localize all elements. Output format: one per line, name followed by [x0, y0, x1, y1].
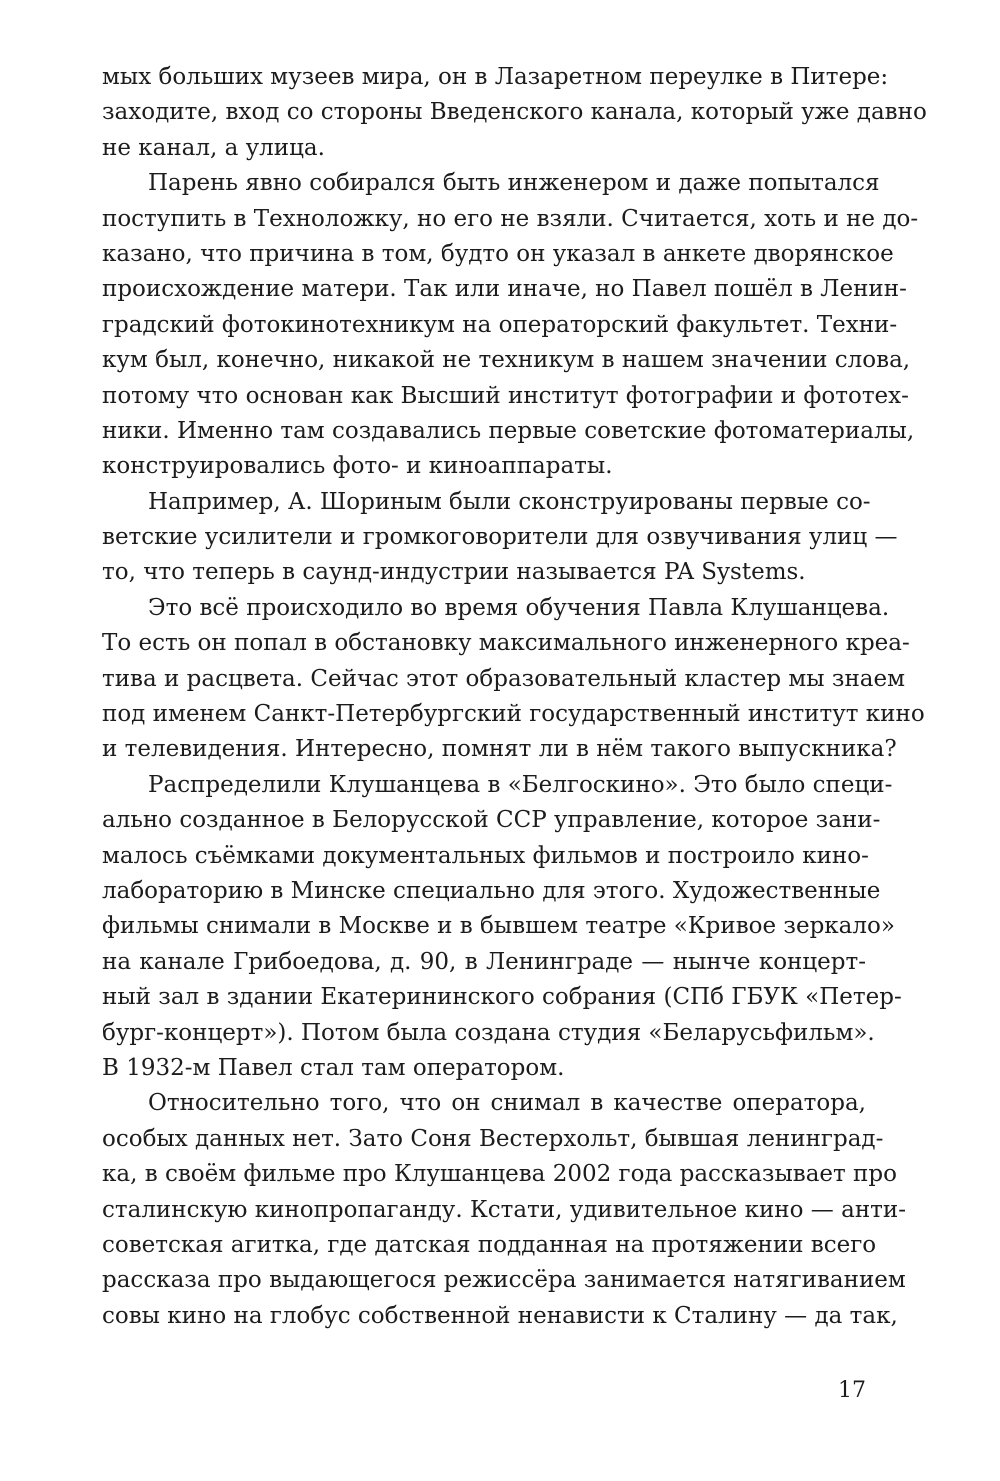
text-line: мых больших музеев мира, он в Лазаретном переулке в Питере:	[102, 64, 889, 90]
text-line: то, что теперь в саунд-индустрии называется PA Systems.	[102, 559, 806, 586]
text-line: ники. Именно там создавались первые советские фотоматериалы,	[102, 417, 915, 444]
text-line: конструировались фото- и киноаппараты.	[102, 453, 613, 480]
text-line: градский фотокинотехникум на операторский факультет. Техни-	[102, 311, 898, 338]
text-line: и телевидения. Интересно, помнят ли в нём такого выпускника?	[102, 736, 897, 763]
text-line: на канале Грибоедова, д. 90, в Ленинграде — нынче концерт-	[102, 948, 866, 975]
text-line: фильмы снимали в Москве и в бывшем театре «Кривое зеркало»	[102, 913, 895, 940]
text-line: Распределили Клушанцева в «Белгоскино». Это было специ-	[148, 771, 893, 798]
text-line: бург-концерт»). Потом была создана студия «Беларусьфильм».	[102, 1019, 875, 1046]
text-line: рассказа про выдающегося режиссёра занимается натягиванием	[102, 1267, 906, 1294]
text-line: Парень явно собирался быть инженером и даже попытался	[148, 170, 880, 197]
text-line: сталинскую кинопропаганду. Кстати, удивительное кино — анти-	[102, 1196, 906, 1223]
text-line: совы кино на глобус собственной ненависти к Сталину — да так,	[102, 1302, 898, 1329]
page-number: 17	[838, 1378, 866, 1403]
text-line: кум был, конечно, никакой не техникум в нашем значении слова,	[102, 347, 911, 374]
text-line: лабораторию в Минске специально для этого. Художественные	[102, 877, 881, 904]
text-line: Это всё происходило во время обучения Павла Клушанцева.	[148, 594, 890, 621]
text-line: ально созданное в Белорусской ССР управление, которое зани-	[102, 807, 881, 834]
text-line: происхождение матери. Так или иначе, но Павел пошёл в Ленин-	[102, 276, 907, 303]
text-line: ветские усилители и громкоговорители для озвучивания улиц —	[102, 524, 898, 551]
text-line: под именем Санкт-Петербургский государственный институт кино	[102, 701, 925, 728]
text-line: ный зал в здании Екатерининского собрания (СПб ГБУК «Петер-	[102, 984, 902, 1011]
text-line: потому что основан как Высший институт фотографии и фототех-	[102, 382, 909, 409]
text-line: не канал, а улица.	[102, 134, 325, 161]
text-line: казано, что причина в том, будто он указал в анкете дворянское	[102, 240, 894, 267]
text-line: поступить в Техноложку, но его не взяли. Считается, хоть и не до-	[102, 205, 919, 232]
text-line: заходите, вход со стороны Введенского канала, который уже давно	[102, 99, 927, 126]
text-line: Относительно того, что он снимал в качестве оператора,	[148, 1090, 866, 1117]
text-line: ка, в своём фильме про Клушанцева 2002 года рассказывает про	[102, 1161, 897, 1188]
text-line: тива и расцвета. Сейчас этот образовательный кластер мы знаем	[102, 665, 906, 692]
text-line: То есть он попал в обстановку максимального инженерного креа-	[102, 630, 910, 657]
text-line: Например, А. Шориным были сконструированы первые со-	[148, 488, 871, 515]
text-line: малось съёмками документальных фильмов и построило кино-	[102, 842, 869, 869]
body-text	[102, 60, 927, 1334]
text-line: советская агитка, где датская подданная на протяжении всего	[102, 1231, 877, 1258]
text-line: В 1932-м Павел стал там оператором.	[102, 1054, 565, 1081]
text-line: особых данных нет. Зато Соня Вестерхольт, бывшая ленинград-	[102, 1125, 884, 1152]
